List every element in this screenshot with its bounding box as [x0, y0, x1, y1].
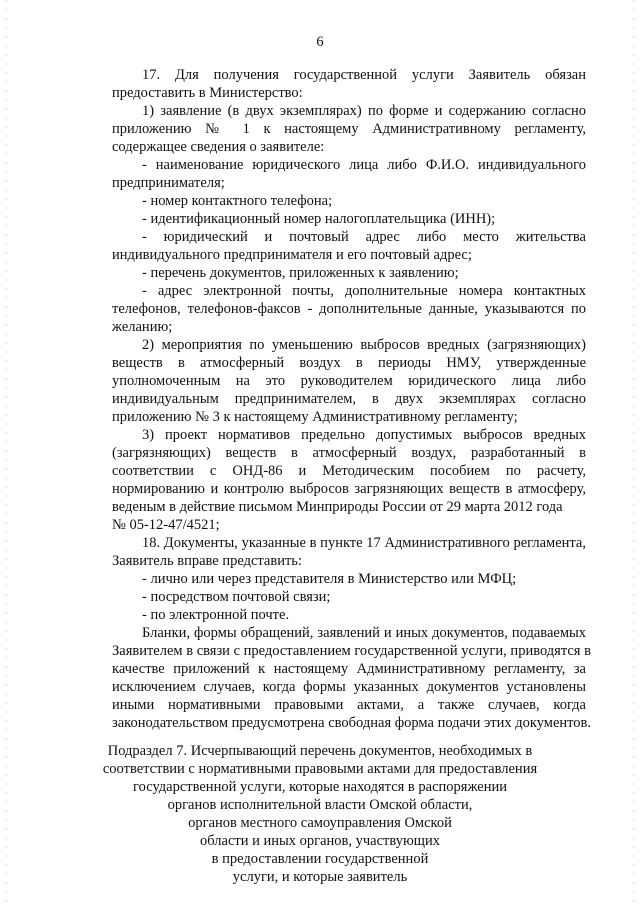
text-line: законодательством предусмотрена свободная форма подачи этих документов. — [112, 715, 592, 731]
text-line: Заявителем в связи с предоставлением государственной услуги, приводятся в — [112, 643, 591, 659]
heading-line: в предоставлении государственной — [211, 851, 429, 867]
text-line: 17. Для получения государственной услуги Заявитель обязан — [142, 67, 586, 83]
text-line: приложению № 3 к настоящему Административному регламенту; — [112, 409, 518, 425]
heading-line: области и иных органов, участвующих — [200, 833, 440, 849]
text-line: 3) проект нормативов предельно допустимых выбросов вредных — [142, 427, 586, 443]
text-line: 18. Документы, указанные в пункте 17 Административного регламента, — [142, 535, 586, 551]
text-line: - адрес электронной почты, дополнительные номера контактных — [142, 283, 586, 299]
heading-line: Подраздел 7. Исчерпывающий перечень документов, необходимых в — [107, 743, 533, 759]
text-line: качестве приложений к настоящему Административному регламенту, за — [112, 661, 586, 677]
text-line: - посредством почтовой связи; — [142, 589, 331, 605]
text-line: - номер контактного телефона; — [142, 193, 333, 209]
text-line: - юридический и почтовый адрес либо место жительства — [142, 229, 586, 245]
text-line: приложению № 1 к настоящему Административному регламенту, — [112, 121, 586, 137]
text-line: - лично или через представителя в Министерство или МФЦ; — [142, 571, 517, 587]
text-line: (загрязняющих) веществ в атмосферный воздух, разработанный в — [112, 445, 586, 461]
heading-line: государственной услуги, которые находятся в распоряжении — [133, 779, 507, 795]
text-line: содержащее сведения о заявителе: — [112, 139, 325, 155]
text-line: 1) заявление (в двух экземплярах) по форме и содержанию согласно — [142, 103, 586, 119]
text-line: индивидуального предпринимателя и его почтовый адрес; — [112, 247, 472, 263]
text-line: № 05-12-47/4521; — [112, 517, 220, 533]
text-line: - идентификационный номер налогоплательщика (ИНН); — [142, 211, 496, 227]
text-line: желанию; — [112, 319, 173, 335]
text-line: соответствии с ОНД-86 и Методическим пособием по расчету, — [112, 463, 586, 479]
page-number: 6 — [316, 34, 324, 50]
heading-line: услуги, и которые заявитель — [232, 869, 408, 885]
text-line: индивидуальным предпринимателем, в двух экземплярах согласно — [112, 391, 586, 407]
heading-line: органов местного самоуправления Омской — [188, 815, 452, 831]
text-line: веществ в атмосферный воздух в периоды НМУ, утвержденные — [112, 355, 586, 371]
text-line: веденым в действие письмом Минприроды России от 29 марта 2012 года — [112, 499, 563, 515]
heading-line: органов исполнительной власти Омской области, — [167, 797, 473, 813]
text-line: нормированию и контролю выбросов загрязняющих веществ в атмосферу, — [112, 481, 586, 497]
text-line: - наименование юридического лица либо Ф.И.О. индивидуального — [142, 157, 586, 173]
text-line: Бланки, формы обращений, заявлений и иных документов, подаваемых — [142, 625, 586, 641]
text-line: - перечень документов, приложенных к заявлению; — [142, 265, 459, 281]
text-line: телефонов, телефонов-факсов - дополнительные данные, указываются по — [112, 301, 586, 317]
text-line: Заявитель вправе представить: — [112, 553, 302, 569]
text-line: иными нормативными правовыми актами, а также случаев, когда — [112, 697, 586, 713]
text-line: уполномоченным на это руководителем юридического лица либо — [112, 373, 586, 389]
text-line: предпринимателя; — [112, 175, 225, 191]
heading-line: соответствии с нормативными правовыми актами для предоставления — [102, 761, 538, 777]
text-line: предоставить в Министерство: — [112, 85, 303, 101]
text-line: - по электронной почте. — [142, 607, 290, 623]
text-line: исключением случаев, когда формы указанных документов установлены — [112, 679, 586, 695]
text-line: 2) мероприятия по уменьшению выбросов вредных (загрязняющих) — [142, 337, 586, 353]
